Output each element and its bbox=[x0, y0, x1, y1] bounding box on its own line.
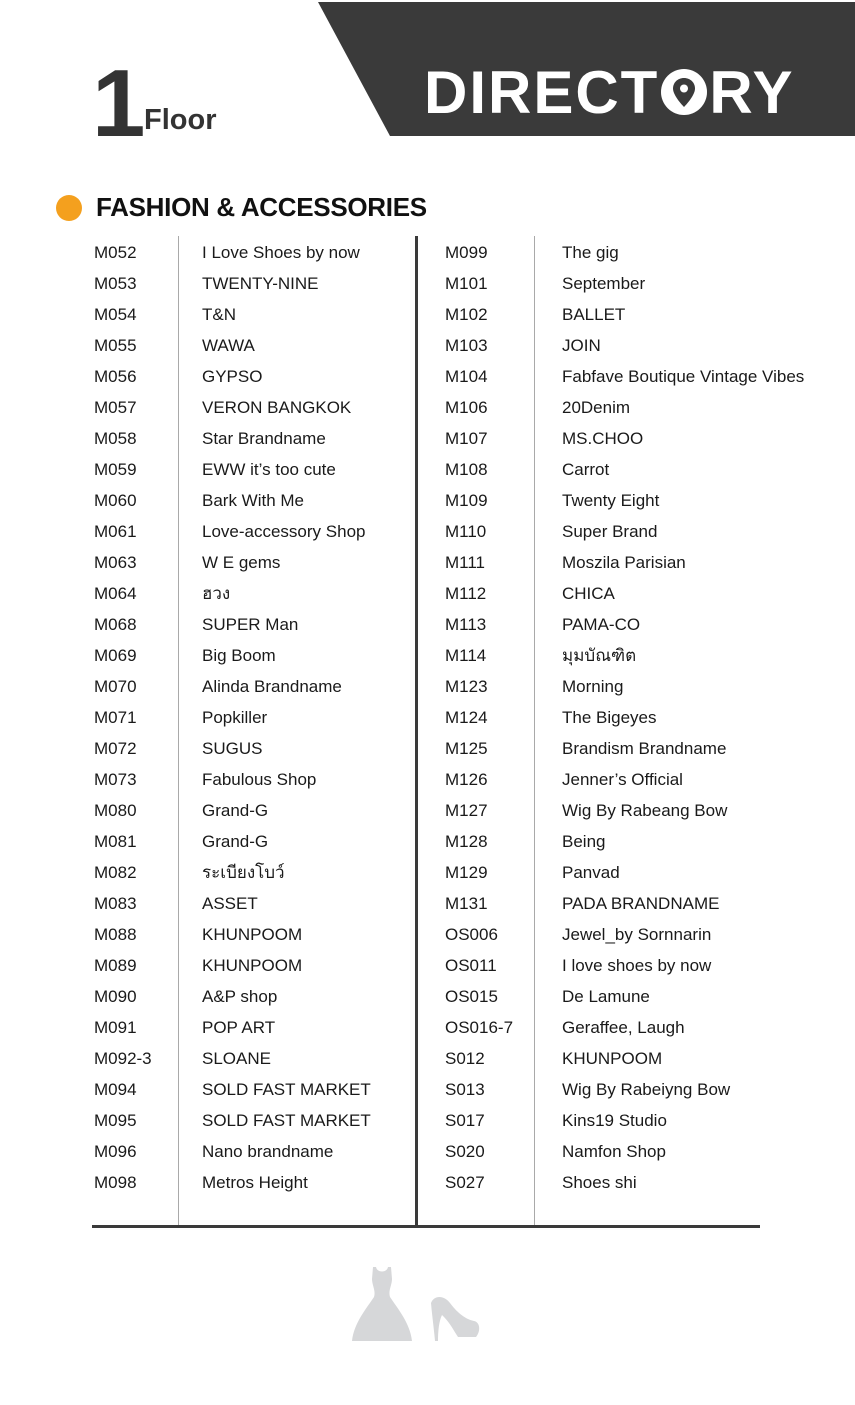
orange-bullet-icon bbox=[56, 195, 82, 221]
table-bottom-rule bbox=[92, 1225, 760, 1228]
shop-code: M055 bbox=[94, 336, 137, 355]
shop-name: Nano brandname bbox=[202, 1142, 334, 1161]
shop-name: I love shoes by now bbox=[562, 956, 712, 975]
shop-code: M072 bbox=[94, 739, 137, 758]
shop-name: Popkiller bbox=[202, 708, 268, 727]
shop-code: M095 bbox=[94, 1111, 137, 1130]
shop-name: Namfon Shop bbox=[562, 1142, 666, 1161]
shop-code: M059 bbox=[94, 460, 137, 479]
shop-name: Shoes shi bbox=[562, 1173, 637, 1192]
shop-name: WAWA bbox=[202, 336, 255, 355]
shop-name: I Love Shoes by now bbox=[202, 243, 360, 262]
shop-code: M131 bbox=[445, 894, 488, 913]
shop-name: Brandism Brandname bbox=[562, 739, 727, 758]
shop-name: Alinda Brandname bbox=[202, 677, 342, 696]
shop-name: มุมบัณฑิต bbox=[562, 646, 637, 665]
shop-code: M110 bbox=[445, 522, 487, 541]
shop-code: S027 bbox=[445, 1173, 485, 1192]
shop-code: M094 bbox=[94, 1080, 137, 1099]
shop-name: MS.CHOO bbox=[562, 429, 644, 448]
shop-code: M096 bbox=[94, 1142, 137, 1161]
shop-code: M108 bbox=[445, 460, 488, 479]
shop-name: Fabfave Boutique Vintage Vibes bbox=[562, 367, 805, 386]
shop-code: M057 bbox=[94, 398, 137, 417]
shop-code: OS006 bbox=[445, 925, 498, 944]
shop-code: S013 bbox=[445, 1080, 485, 1099]
shop-name: The gig bbox=[562, 243, 619, 262]
shop-code: M099 bbox=[445, 243, 488, 262]
shop-name: Wig By Rabeang Bow bbox=[562, 801, 728, 820]
shop-code: M104 bbox=[445, 367, 488, 386]
shop-name: Fabulous Shop bbox=[202, 770, 317, 789]
shop-code: S017 bbox=[445, 1111, 485, 1130]
shop-code: M089 bbox=[94, 956, 137, 975]
shop-name: SUGUS bbox=[202, 739, 263, 758]
shop-code: M081 bbox=[94, 832, 137, 851]
shop-name: W E gems bbox=[202, 553, 281, 572]
shop-name: Moszila Parisian bbox=[562, 553, 686, 572]
shop-name: T&N bbox=[202, 305, 236, 324]
shop-name: EWW it’s too cute bbox=[202, 460, 336, 479]
dress-icon bbox=[352, 1267, 412, 1341]
title-left-text: DIRECT bbox=[424, 59, 660, 126]
footer-icons bbox=[350, 1265, 490, 1345]
shop-name: Morning bbox=[562, 677, 624, 696]
shop-name: VERON BANGKOK bbox=[202, 398, 352, 417]
shop-name: ASSET bbox=[202, 894, 258, 913]
shop-name: Jewel_by Sornnarin bbox=[562, 925, 712, 944]
map-pin-icon bbox=[660, 66, 708, 118]
shop-name: Bark With Me bbox=[202, 491, 305, 510]
shop-name: De Lamune bbox=[562, 987, 650, 1006]
shop-name: Being bbox=[562, 832, 606, 851]
shop-code: M109 bbox=[445, 491, 488, 510]
shop-code: OS011 bbox=[445, 956, 497, 975]
shop-code: M058 bbox=[94, 429, 137, 448]
shop-name: Star Brandname bbox=[202, 429, 326, 448]
section-heading bbox=[56, 192, 427, 223]
shop-name: KHUNPOOM bbox=[202, 925, 303, 944]
shop-name: The Bigeyes bbox=[562, 708, 657, 727]
shop-name: Twenty Eight bbox=[562, 491, 660, 510]
shop-name: CHICA bbox=[562, 584, 615, 603]
shop-code: M053 bbox=[94, 274, 137, 293]
shop-name: Wig By Rabeiyng Bow bbox=[562, 1080, 731, 1099]
shop-code: M071 bbox=[94, 708, 137, 727]
directory-title bbox=[424, 58, 794, 128]
shop-code: M092-3 bbox=[94, 1049, 152, 1068]
shop-name: September bbox=[562, 274, 646, 293]
divider-right-code-name bbox=[534, 236, 535, 1227]
shop-code: OS015 bbox=[445, 987, 498, 1006]
shop-code: S012 bbox=[445, 1049, 485, 1068]
shop-code: M125 bbox=[445, 739, 488, 758]
shop-code: M127 bbox=[445, 801, 488, 820]
shop-name: A&P shop bbox=[202, 987, 278, 1006]
shop-code: M124 bbox=[445, 708, 488, 727]
shop-code: M107 bbox=[445, 429, 488, 448]
shop-code: M112 bbox=[445, 584, 487, 603]
shop-name: 20Denim bbox=[562, 398, 631, 417]
shop-code: M090 bbox=[94, 987, 137, 1006]
shop-code: M054 bbox=[94, 305, 137, 324]
shop-code: S020 bbox=[445, 1142, 485, 1161]
shop-name: TWENTY-NINE bbox=[202, 274, 319, 293]
title-right-text: RY bbox=[709, 59, 795, 126]
shop-code: M063 bbox=[94, 553, 137, 572]
shop-name: Panvad bbox=[562, 863, 620, 882]
shop-code: OS016-7 bbox=[445, 1018, 514, 1037]
shop-code: M068 bbox=[94, 615, 137, 634]
shop-code: M114 bbox=[445, 646, 487, 665]
section-title: FASHION & ACCESSORIES bbox=[96, 192, 427, 222]
shop-name: Jenner’s Official bbox=[562, 770, 683, 789]
shop-name: Kins19 Studio bbox=[562, 1111, 667, 1130]
divider-left-code-name bbox=[178, 236, 179, 1227]
shop-code: M056 bbox=[94, 367, 137, 386]
high-heel-shoe-icon bbox=[431, 1297, 479, 1341]
shop-code: M064 bbox=[94, 584, 137, 603]
shop-name: KHUNPOOM bbox=[202, 956, 303, 975]
shop-name: SUPER Man bbox=[202, 615, 299, 634]
shop-code: M098 bbox=[94, 1173, 137, 1192]
shop-code: M113 bbox=[445, 615, 487, 634]
shop-code: M052 bbox=[94, 243, 137, 262]
shop-code: M106 bbox=[445, 398, 488, 417]
floor-number: 1 bbox=[92, 50, 142, 157]
shop-name: KHUNPOOM bbox=[562, 1049, 663, 1068]
shop-code: M123 bbox=[445, 677, 488, 696]
shop-name: Big Boom bbox=[202, 646, 276, 665]
shop-name: BALLET bbox=[562, 305, 626, 324]
floor-label: Floor bbox=[144, 104, 217, 136]
shop-code: M126 bbox=[445, 770, 488, 789]
shop-code: M080 bbox=[94, 801, 137, 820]
shop-name: ระเบียงโบว์ bbox=[202, 863, 285, 882]
shop-name: SOLD FAST MARKET bbox=[202, 1111, 371, 1130]
shop-code: M111 bbox=[445, 553, 486, 572]
shop-code: M061 bbox=[94, 522, 137, 541]
shop-name: JOIN bbox=[562, 336, 601, 355]
shop-code: M101 bbox=[445, 274, 488, 293]
divider-center bbox=[415, 236, 418, 1227]
shop-name: PAMA-CO bbox=[562, 615, 641, 634]
shop-name: GYPSO bbox=[202, 367, 263, 386]
shop-code: M073 bbox=[94, 770, 137, 789]
shop-code: M102 bbox=[445, 305, 488, 324]
shop-code: M083 bbox=[94, 894, 137, 913]
shop-name: Geraffee, Laugh bbox=[562, 1018, 685, 1037]
shop-name: Carrot bbox=[562, 460, 610, 479]
shop-code: M069 bbox=[94, 646, 137, 665]
shop-code: M082 bbox=[94, 863, 137, 882]
shop-code: M088 bbox=[94, 925, 137, 944]
shop-name: Metros Height bbox=[202, 1173, 308, 1192]
shop-code: M060 bbox=[94, 491, 137, 510]
shop-name: Super Brand bbox=[562, 522, 658, 541]
shop-name: PADA BRANDNAME bbox=[562, 894, 720, 913]
shop-name: ฮวง bbox=[202, 584, 231, 603]
shop-name: Grand-G bbox=[202, 801, 269, 820]
shop-code: M129 bbox=[445, 863, 488, 882]
shop-name: SOLD FAST MARKET bbox=[202, 1080, 371, 1099]
shop-code: M103 bbox=[445, 336, 488, 355]
shop-code: M091 bbox=[94, 1018, 137, 1037]
shop-code: M070 bbox=[94, 677, 137, 696]
shop-name: Grand-G bbox=[202, 832, 269, 851]
shop-name: SLOANE bbox=[202, 1049, 271, 1068]
shop-name: POP ART bbox=[202, 1018, 276, 1037]
shop-code: M128 bbox=[445, 832, 488, 851]
shop-name: Love-accessory Shop bbox=[202, 522, 366, 541]
